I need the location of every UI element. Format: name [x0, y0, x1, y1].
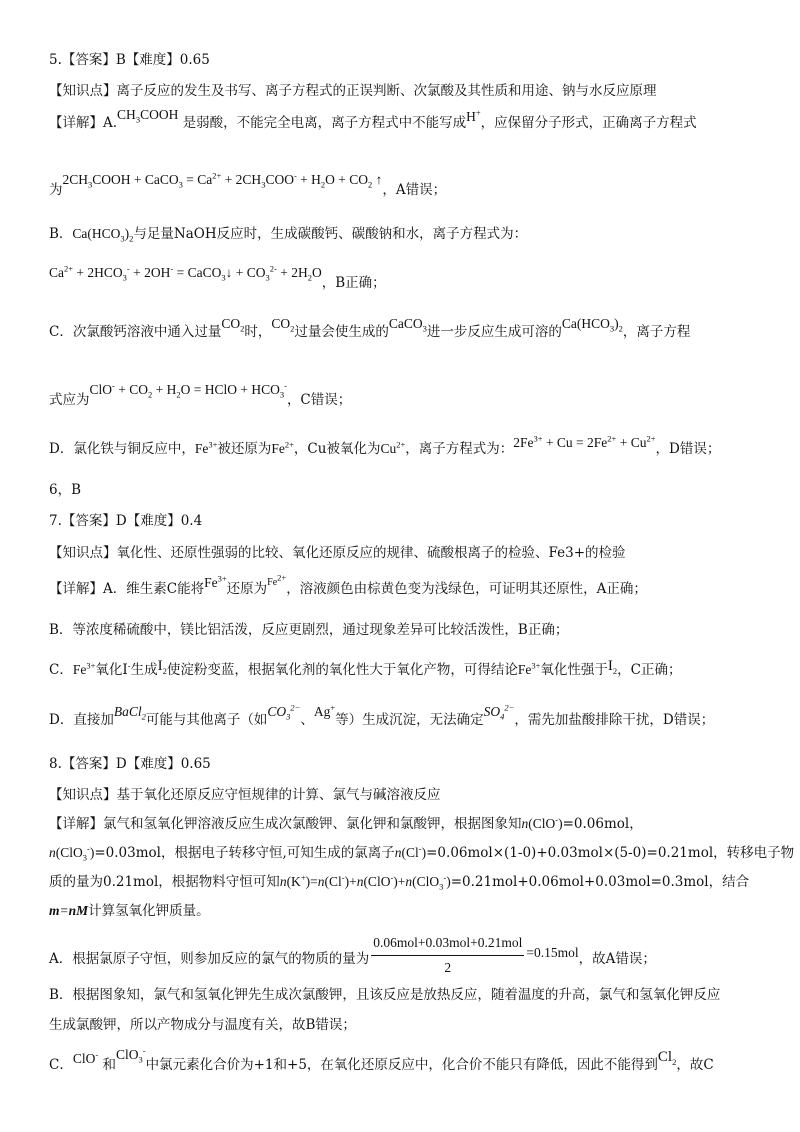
q5-option-a-line2: 为$2CH_3COOH$ + CaCO$_3$ = $Ca^{2+} + 2CH_3COO^- + H_2O + CO_2$ ↑，A错误； [49, 170, 447, 198]
q8-header: 8.【答案】D【难度】0.65 [49, 756, 211, 772]
q5-header: 5.【答案】B【难度】0.65 [49, 52, 210, 68]
q5-equation-c: $ClO^- + CO_2 + H_2O$ = HClO + $HCO_3^-$ [89, 380, 287, 400]
q5-option-d: D．氯化铁与铜反应中，$Fe^{3+}$被还原为$Fe^{2+}$，Cu被氧化为$Cu^{2+}$，离子方程式为：$2Fe^{3+} + Cu = 2Fe^{2+} + Cu^{2+}$，D错误； [49, 433, 721, 457]
q7-option-c: C．$Fe^{3+}$氧化I-生成$I_2$使淀粉变蓝，根据氧化剂的氧化性大于氧化产物，可得结论$Fe^{3+}$氧化性强于$I_2$，C正确； [49, 658, 682, 678]
q7-option-b: B．等浓度稀硫酸中，镁比铝活泼，反应更剧烈，通过现象差异可比较活泼性，B正确； [49, 622, 569, 638]
q6-header: 6，B [49, 482, 82, 498]
q7-option-d: D．直接加BaCl$_2$可能与其他离子（如$CO_3^{2-}$、Ag+等）生成沉淀，无法确定$SO_4^{2-}$，需先加盐酸排除干扰，D错误； [49, 702, 715, 728]
q8-detail-line3: 质的量为0.21mol，根据物料守恒可知n(K+)=n(Cl-)+n(ClO-)+n(ClO$_3$-)=0.21mol+0.06mol+0.03mol=0.3mol，结合 [49, 872, 750, 892]
q5-option-c-line1: C．次氯酸钙溶液中通入过量$CO_2$时，$CO_2$过量会使生成的CaCO$_3$进一步反应生成可溶的$Ca(HCO_3)_2$，离子方程 [49, 316, 691, 340]
q5-knowledge-points: 【知识点】离子反应的发生及书写、离子方程式的正误判断、次氯酸及其性质和用途、钠与水反应原理 [49, 83, 657, 99]
q5-option-b-line2: $Ca^{2+} + 2HCO_3^- + 2OH^-$ = CaCO$_3$↓ + $CO_3^{2-} + 2H_2O$，B正确； [49, 263, 386, 291]
q5-option-c-line2: 式应为$ClO^- + CO_2 + H_2O$ = HClO + $HCO_3^-$，C错误； [49, 380, 352, 408]
q8-option-a: A．根据氯原子守恒，则参加反应的氯气的物质的量为 $\frac{\text{0.06mol+0.03mol+0.21mol}}{2}$ =0.15mol，故A错误； [49, 932, 770, 979]
q8-option-c: C．ClO- 和ClO$_3$-中氯元素化合价为+1和+5，在氧化还原反应中，化合价不能只有降低，因此不能得到$Cl_2$，故C [49, 1045, 714, 1073]
q8-fraction: $\frac{\text{0.06mol+0.03mol+0.21mol}}{2}$ [371, 932, 524, 979]
q8-option-b-line2: 生成氯酸钾，所以产物成分与温度有关，故B错误； [49, 1017, 356, 1033]
q8-knowledge-points: 【知识点】基于氧化还原反应守恒规律的计算、氯气与碱溶液反应 [49, 787, 441, 803]
q8-option-b-line1: B．根据图象知，氯气和氢氧化钾先生成次氯酸钾，且该反应是放热反应，随着温度的升高，氯气和氢氧化钾反应 [49, 987, 721, 1003]
q8-detail-line1: 【详解】氯气和氢氧化钾溶液反应生成次氯酸钾、氯化钾和氯酸钾，根据图象知n(ClO-)=0.06mol， [49, 814, 643, 832]
q7-option-a: 【详解】A．维生素C能将$Fe^{3+}$还原为$^{Fe^{2+}}$，溶液颜色由棕黄色变为浅绿色，可证明其还原性，A正确； [49, 572, 647, 597]
q5-option-a-line1: 【详解】$A.CH_3COOH$ 是弱酸，不能完全电离，离子方程式中不能写成H+，应保留分子形式，正确离子方程式 [49, 107, 697, 131]
q8-detail-line2: n(ClO$_3$-)=0.03mol，根据电子转移守恒,可知生成的氯离子n(Cl-)=0.06mol×(1-0)+0.03mol×(5-0)=0.21mol，转移电子物 [49, 843, 795, 863]
q5-equation-a: $2CH_3COOH$ + CaCO$_3$ = $Ca^{2+} + 2CH_3COO^- + H_2O + CO_2$ ↑ [62, 170, 383, 190]
q7-knowledge-points: 【知识点】氧化性、还原性强弱的比较、氧化还原反应的规律、硫酸根离子的检验、Fe3+的检验 [49, 545, 626, 561]
q5-equation-b: $Ca^{2+} + 2HCO_3^- + 2OH^-$ = CaCO$_3$↓ + $CO_3^{2-} + 2H_2O$ [49, 263, 322, 283]
q7-header: 7.【答案】D【难度】0.4 [49, 513, 203, 529]
q8-detail-line4: m=nM计算氢氧化钾质量。 [49, 903, 210, 919]
q5-option-b-line1: B．$Ca(HCO_3)_2$与足量NaOH反应时，生成碳酸钙、碳酸钠和水，离子方程式为： [49, 226, 528, 244]
